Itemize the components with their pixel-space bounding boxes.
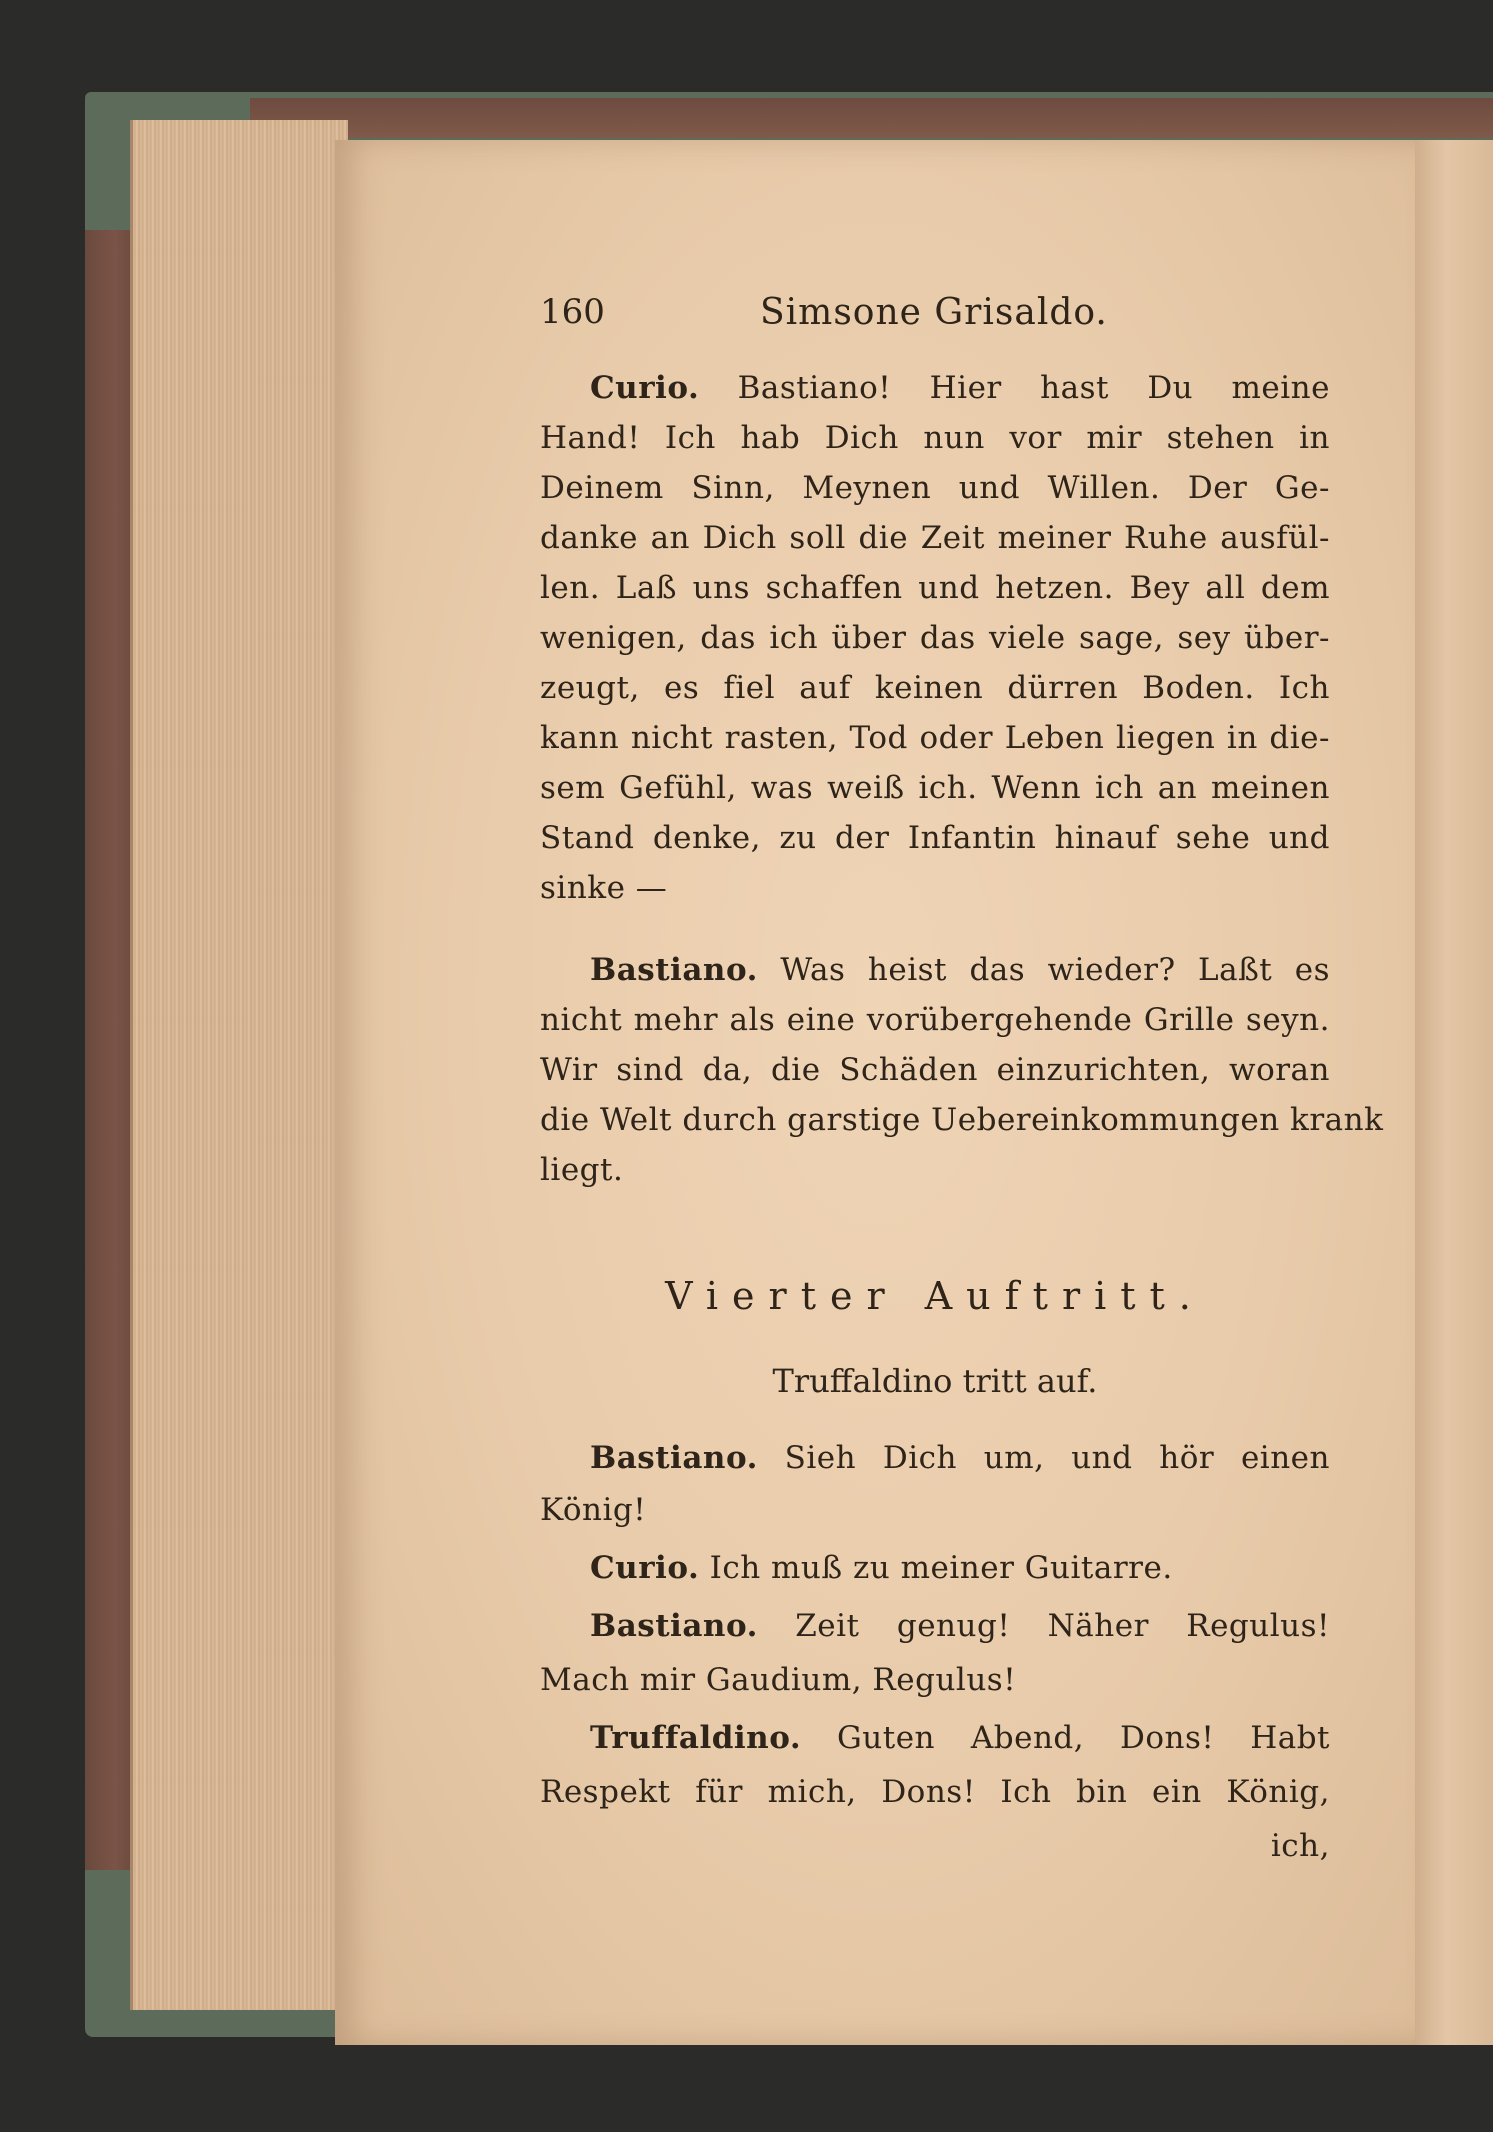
dialogue-line bbox=[540, 1718, 1330, 1758]
book-spine bbox=[85, 230, 135, 1870]
speaker-name: Curio. bbox=[590, 370, 700, 406]
line-text: Ich muß zu meiner Guitarre. bbox=[709, 1550, 1173, 1586]
page-edges bbox=[130, 120, 348, 2010]
text-line: Deinem Sinn, Meynen und Willen. Der Ge- bbox=[540, 470, 1330, 506]
text-line: Stand denke, zu der Infantin hinauf sehe und bbox=[540, 820, 1330, 856]
text-line: kann nicht rasten, Tod oder Leben liegen in die- bbox=[540, 720, 1330, 756]
text-line: liegt. bbox=[540, 1152, 624, 1188]
cover-top-edge bbox=[250, 98, 1493, 138]
text-line: danke an Dich soll die Zeit meiner Ruhe ausfül- bbox=[540, 520, 1330, 556]
dialogue-line: König! bbox=[540, 1492, 647, 1528]
speaker-name: Bastiano. bbox=[590, 1440, 758, 1476]
line-text: Sieh Dich um, und hör einen bbox=[784, 1440, 1330, 1476]
text-line: die Welt durch garstige Uebereinkommungen krank bbox=[540, 1102, 1384, 1138]
speaker-name: Bastiano. bbox=[590, 1608, 758, 1644]
text-line: wenigen, das ich über das viele sage, sey über- bbox=[540, 620, 1330, 656]
running-title: Simsone Grisaldo. bbox=[760, 292, 1108, 333]
text-line: sinke — bbox=[540, 870, 668, 906]
line-text: Was heist das wieder? Laßt es bbox=[780, 952, 1330, 988]
line-text: Bastiano! Hier hast Du meine bbox=[737, 370, 1330, 406]
text-line: Hand! Ich hab Dich nun vor mir stehen in bbox=[540, 420, 1330, 456]
text-line bbox=[540, 950, 1330, 990]
scene-heading: Vierter Auftritt. bbox=[665, 1274, 1205, 1318]
text-line: len. Laß uns schaffen und hetzen. Bey all dem bbox=[540, 570, 1330, 606]
dialogue-line bbox=[540, 1438, 1330, 1478]
dialogue-line: Mach mir Gaudium, Regulus! bbox=[540, 1662, 1017, 1698]
speaker-name: Curio. bbox=[590, 1550, 700, 1586]
stage-direction: Truffaldino tritt auf. bbox=[772, 1362, 1098, 1400]
line-text: Guten Abend, Dons! Habt bbox=[837, 1720, 1331, 1756]
speaker-name: Truffaldino. bbox=[590, 1720, 802, 1756]
line-text: Zeit genug! Näher Regulus! bbox=[795, 1608, 1330, 1644]
text-line: zeugt, es fiel auf keinen dürren Boden. Ich bbox=[540, 670, 1330, 706]
page-gutter bbox=[1415, 140, 1493, 2045]
text-line: Wir sind da, die Schäden einzurichten, woran bbox=[540, 1052, 1330, 1088]
dialogue-line bbox=[540, 1606, 1330, 1646]
speaker-name: Bastiano. bbox=[590, 952, 758, 988]
text-line bbox=[540, 368, 1330, 408]
text-line: nicht mehr als eine vorübergehende Grille seyn. bbox=[540, 1002, 1330, 1038]
dialogue-line: Respekt für mich, Dons! Ich bin ein König, bbox=[540, 1774, 1330, 1810]
dialogue-line bbox=[540, 1548, 1330, 1588]
page-number: 160 bbox=[540, 292, 605, 332]
catchword: ich, bbox=[1270, 1828, 1330, 1864]
text-line: sem Gefühl, was weiß ich. Wenn ich an meinen bbox=[540, 770, 1330, 806]
